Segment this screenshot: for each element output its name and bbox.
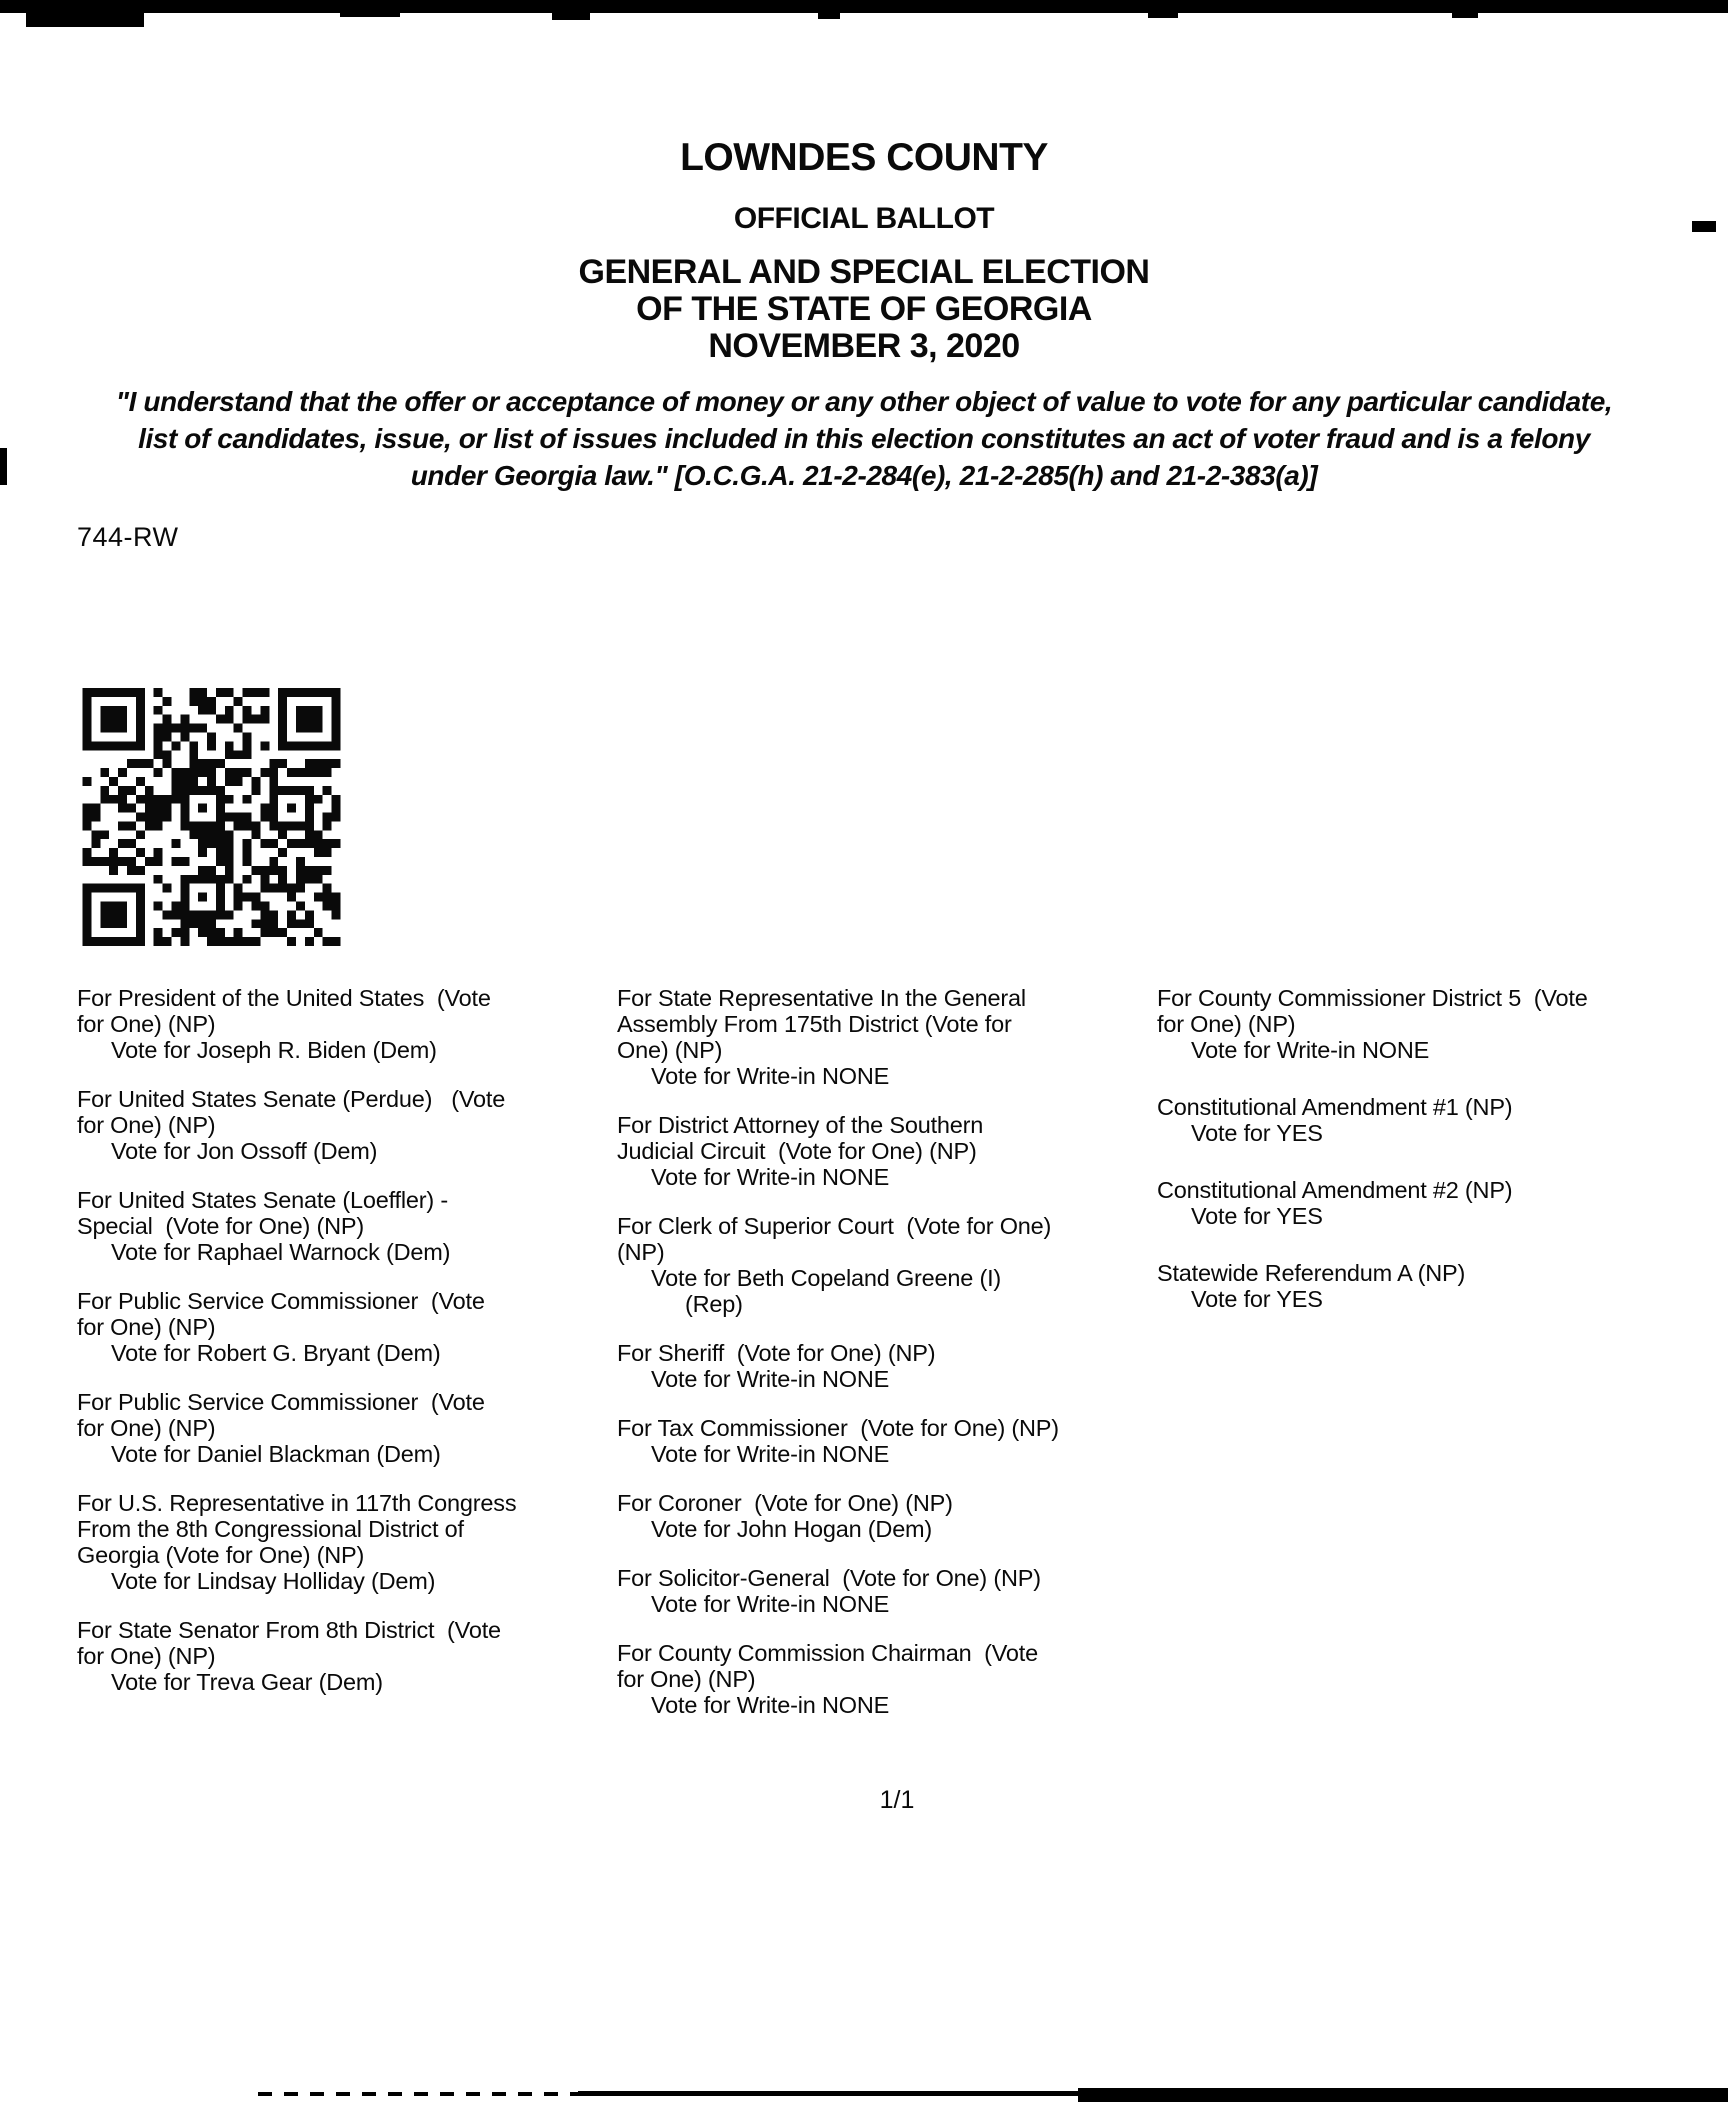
fraud-disclaimer: [0, 383, 1728, 494]
contest-vote-line: Vote for Write-in NONE: [1191, 1037, 1430, 1063]
contest: [77, 1490, 637, 1594]
contest-title-line: For County Commission Chairman (Vote: [617, 1640, 1038, 1666]
contest-vote-line: Vote for Lindsay Holliday (Dem): [111, 1568, 436, 1594]
ballot-column-3: [1157, 985, 1717, 1343]
scan-artifact-bottom-line: [258, 2092, 578, 2096]
contest-vote-line: Vote for Beth Copeland Greene (I): [651, 1265, 1002, 1291]
contest: [1157, 1177, 1717, 1229]
contest-title-line: For Sheriff (Vote for One) (NP): [617, 1340, 936, 1366]
contest-title-line: for One) (NP): [77, 1314, 216, 1340]
contest-title-line: For Tax Commissioner (Vote for One) (NP): [617, 1415, 1059, 1441]
contest: [1157, 985, 1717, 1063]
contest: [617, 1565, 1177, 1617]
contest: [1157, 1260, 1717, 1312]
contest: [77, 1086, 637, 1164]
scan-artifact-top-bar: [0, 0, 1728, 13]
contest-title-line: for One) (NP): [1157, 1011, 1296, 1037]
election-title-line2: OF THE STATE OF GEORGIA: [636, 290, 1092, 328]
contest-title-line: For Coroner (Vote for One) (NP): [617, 1490, 953, 1516]
ballot-column-1: [77, 985, 637, 1718]
contest: [617, 1415, 1177, 1467]
contest-vote-line: Vote for Raphael Warnock (Dem): [111, 1239, 451, 1265]
scan-artifact-bottom-line: [1078, 2088, 1728, 2102]
contest: [77, 1187, 637, 1265]
fraud-disclaimer-line: under Georgia law." [O.C.G.A. 21-2-284(e), 21-2-285(h) and 21-2-383(a)]: [410, 460, 1318, 491]
contest: [77, 1617, 637, 1695]
contest-vote-line: Vote for Write-in NONE: [651, 1366, 890, 1392]
contest-vote-line: Vote for Write-in NONE: [651, 1591, 890, 1617]
fraud-disclaimer-line: "I understand that the offer or acceptance of money or any other object of value to vote for any particular candidate,: [115, 386, 1613, 417]
contest-title-line: For President of the United States (Vote: [77, 985, 491, 1011]
contest-vote-line: Vote for Write-in NONE: [651, 1164, 890, 1190]
contest-title-line: Constitutional Amendment #2 (NP): [1157, 1177, 1513, 1203]
contest-title-line: for One) (NP): [77, 1112, 216, 1138]
scan-artifact-bottom-line: [578, 2091, 1078, 2096]
contest-title-line: For State Senator From 8th District (Vote: [77, 1617, 501, 1643]
contest-vote-line: Vote for Treva Gear (Dem): [111, 1669, 383, 1695]
contest-title-line: For State Representative In the General: [617, 985, 1026, 1011]
contest-vote-line: Vote for Jon Ossoff (Dem): [111, 1138, 378, 1164]
scan-artifact: [818, 13, 840, 19]
contest: [617, 1213, 1177, 1317]
ballot-style-code: 744-RW: [77, 522, 179, 552]
contest-title-line: Statewide Referendum A (NP): [1157, 1260, 1466, 1286]
contest-title-line: For U.S. Representative in 117th Congress: [77, 1490, 517, 1516]
contest-title-line: From the 8th Congressional District of: [77, 1516, 464, 1542]
contest: [617, 1340, 1177, 1392]
contest: [617, 1640, 1177, 1718]
contest: [77, 985, 637, 1063]
scan-artifact: [1452, 13, 1478, 18]
contest: [1157, 1094, 1717, 1146]
contest-vote-line: Vote for Joseph R. Biden (Dem): [111, 1037, 437, 1063]
contest-vote-line: Vote for Robert G. Bryant (Dem): [111, 1340, 441, 1366]
contest-vote-line: Vote for Write-in NONE: [651, 1063, 890, 1089]
contest-title-line: for One) (NP): [77, 1415, 216, 1441]
contest-title-line: for One) (NP): [617, 1666, 756, 1692]
page-indicator: 1/1: [879, 1786, 915, 1814]
contest-title-line: For Clerk of Superior Court (Vote for One): [617, 1213, 1052, 1239]
fraud-disclaimer-line: list of candidates, issue, or list of issues included in this election constitutes an act of voter fraud and is a felony: [138, 423, 1590, 454]
qr-code: [75, 688, 348, 946]
contest-vote-line: Vote for Daniel Blackman (Dem): [111, 1441, 441, 1467]
contest-title-line: for One) (NP): [77, 1643, 216, 1669]
ballot-column-2: [617, 985, 1177, 1741]
contest-vote-line: Vote for YES: [1191, 1286, 1323, 1312]
scan-artifact: [1148, 13, 1178, 18]
contest: [617, 1490, 1177, 1542]
ballot-type-title: OFFICIAL BALLOT: [733, 202, 995, 235]
contest-title-line: (NP): [617, 1239, 665, 1265]
contest-vote-line: (Rep): [685, 1291, 743, 1317]
contest-title-line: For County Commissioner District 5 (Vote: [1157, 985, 1588, 1011]
election-date: NOVEMBER 3, 2020: [708, 327, 1020, 365]
contest-title-line: Special (Vote for One) (NP): [77, 1213, 364, 1239]
contest: [617, 985, 1177, 1089]
county-title: LOWNDES COUNTY: [680, 136, 1048, 179]
contest-title-line: For United States Senate (Perdue) (Vote: [77, 1086, 506, 1112]
contest-title-line: For Solicitor-General (Vote for One) (NP): [617, 1565, 1041, 1591]
contest: [77, 1389, 637, 1467]
contest-vote-line: Vote for John Hogan (Dem): [651, 1516, 933, 1542]
contest-title-line: Assembly From 175th District (Vote for: [617, 1011, 1012, 1037]
election-title-line1: GENERAL AND SPECIAL ELECTION: [578, 253, 1150, 291]
contest-title-line: One) (NP): [617, 1037, 723, 1063]
contest-title-line: Constitutional Amendment #1 (NP): [1157, 1094, 1513, 1120]
contest-title-line: For Public Service Commissioner (Vote: [77, 1288, 485, 1314]
contest: [77, 1288, 637, 1366]
scan-artifact: [340, 13, 400, 17]
scan-artifact: [26, 0, 144, 27]
contest-vote-line: Vote for YES: [1191, 1120, 1323, 1146]
contest-vote-line: Vote for YES: [1191, 1203, 1323, 1229]
contest: [617, 1112, 1177, 1190]
contest-title-line: For Public Service Commissioner (Vote: [77, 1389, 485, 1415]
contest-title-line: for One) (NP): [77, 1011, 216, 1037]
contest-title-line: For United States Senate (Loeffler) -: [77, 1187, 448, 1213]
contest-vote-line: Vote for Write-in NONE: [651, 1441, 890, 1467]
contest-title-line: Georgia (Vote for One) (NP): [77, 1542, 365, 1568]
contest-title-line: For District Attorney of the Southern: [617, 1112, 984, 1138]
scan-artifact: [552, 13, 590, 20]
contest-title-line: Judicial Circuit (Vote for One) (NP): [617, 1138, 977, 1164]
contest-vote-line: Vote for Write-in NONE: [651, 1692, 890, 1718]
